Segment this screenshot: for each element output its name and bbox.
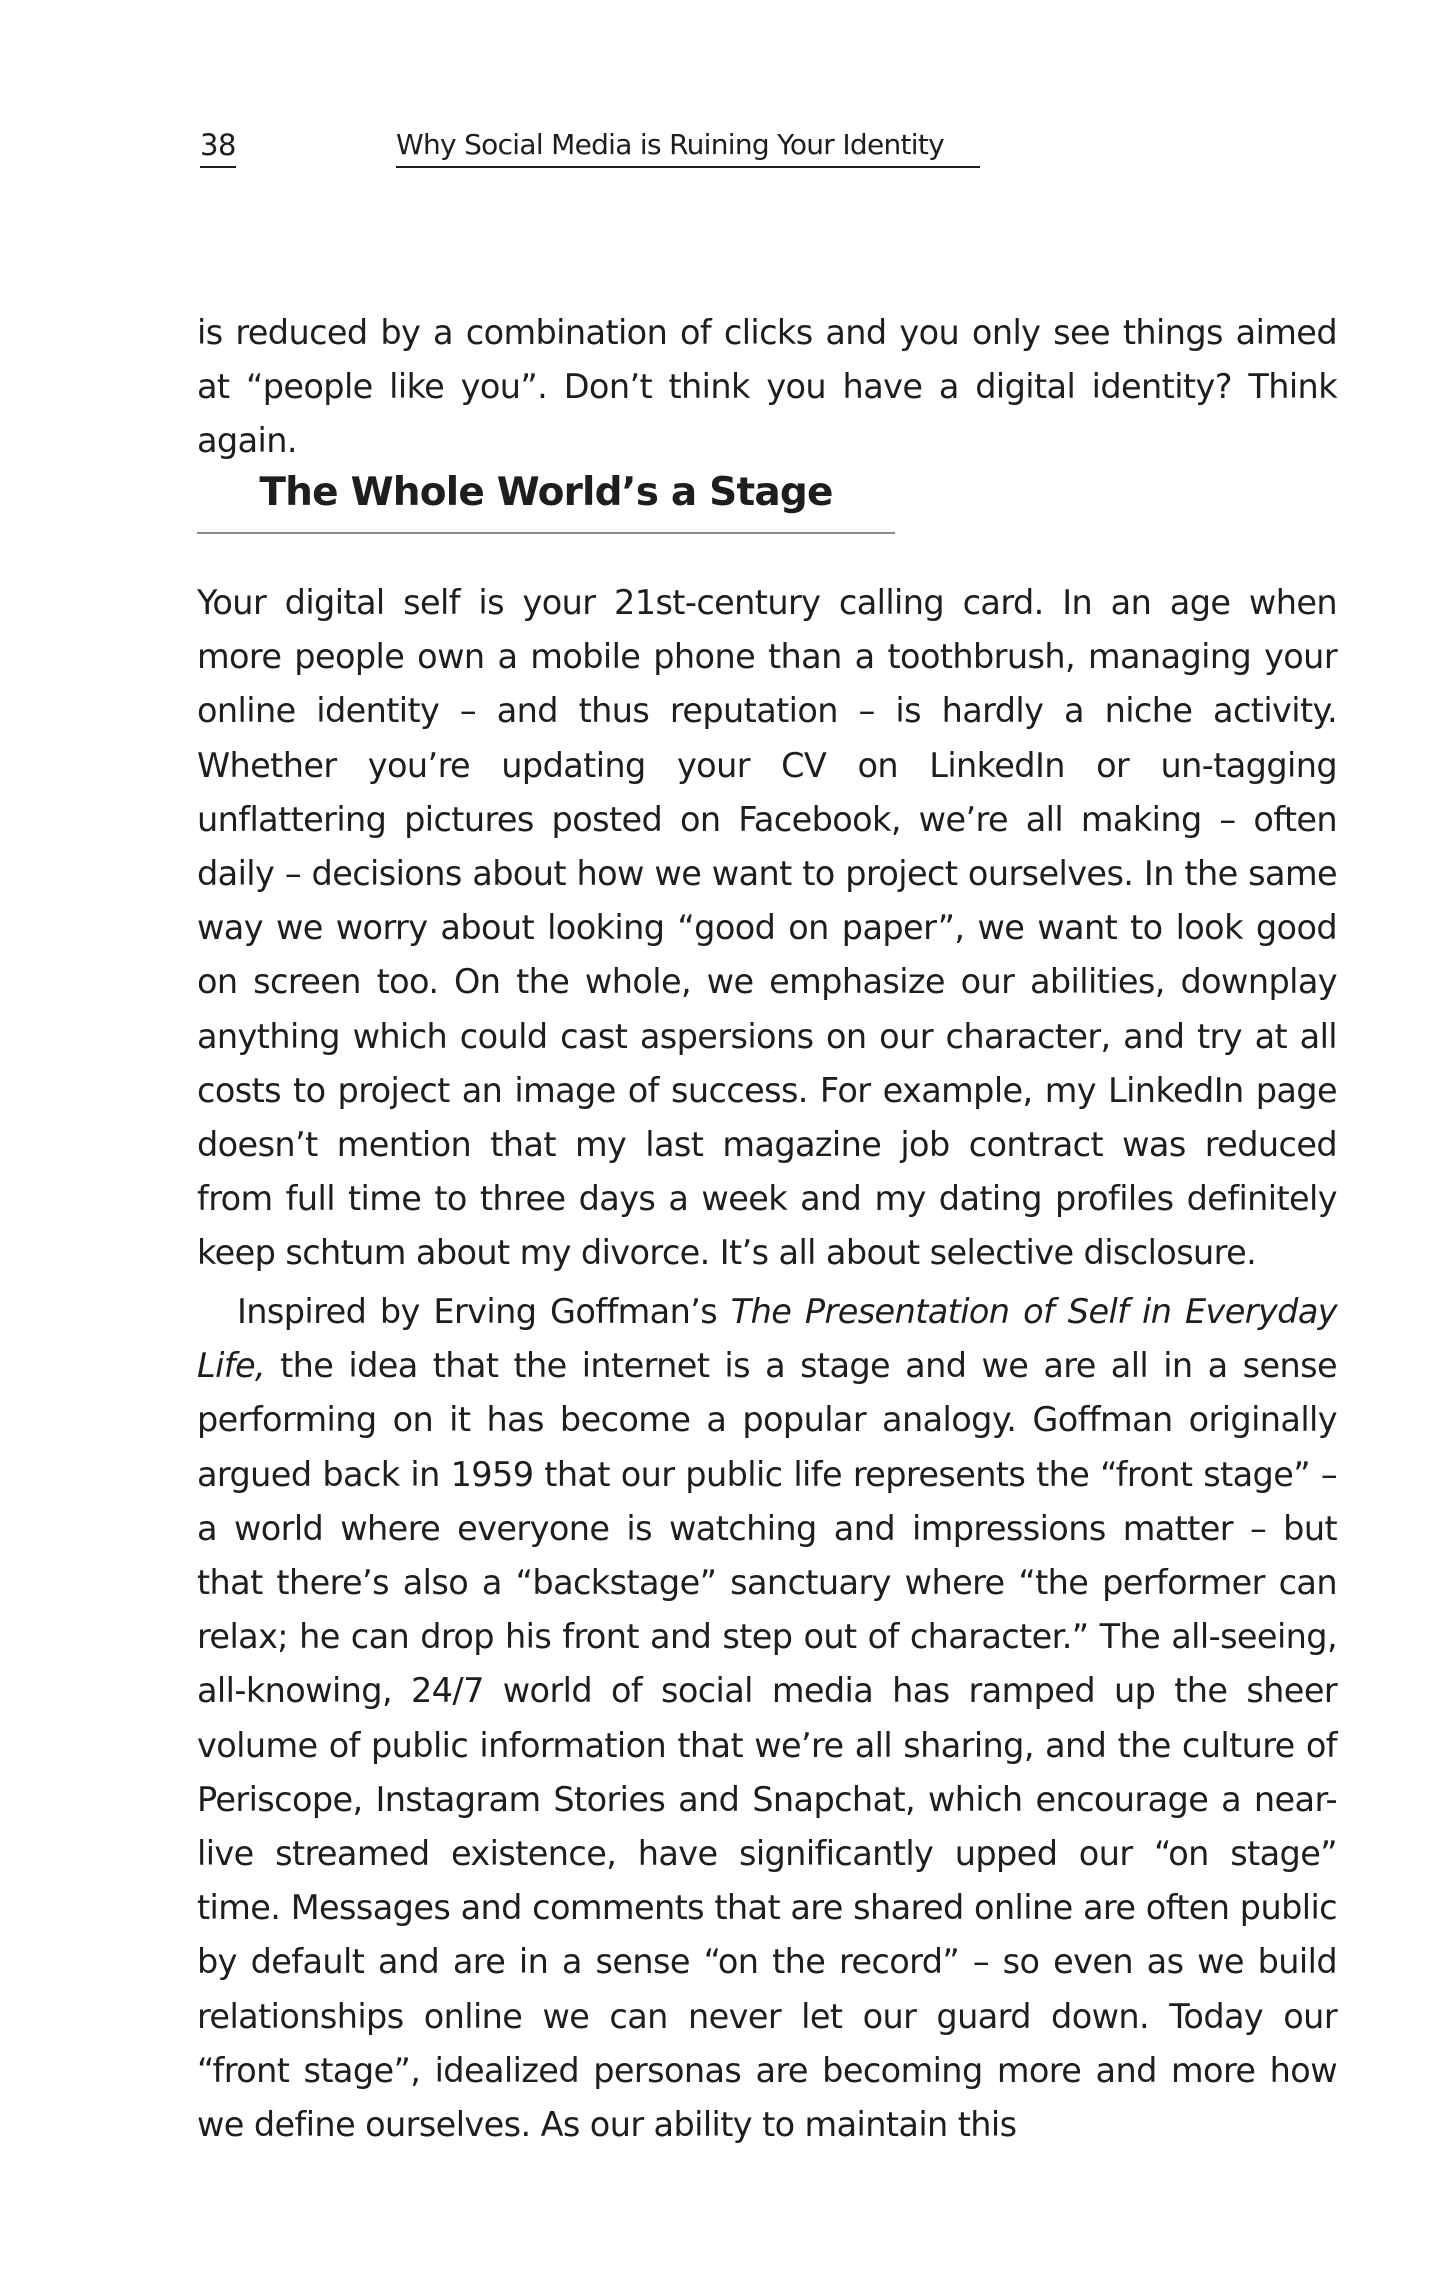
paragraph-goffman-intro: Inspired by Erving Goffman’s <box>237 1292 731 1331</box>
page-number: 38 <box>200 128 236 168</box>
paragraph-goffman-body: the idea that the internet is a stage and we are all in a sense performing on it has become a popular analogy. Goffman originally argued back in 1959 that our public life represents the “front stage” – a world where everyone is watching and impressions matter – but that there’s also a “backstage” sanctuary where “the performer can relax; he can drop his front and step out of character.” The all-seeing, all-knowing, 24/7 world of social media has ramped up the sheer volume of public information that we’re all sharing, and the culture of Periscope, Instagram Stories and Snapchat, which encourage a near-live streamed existence, have significantly upped our “on stage” time. Messages and comments that are shared online are often public by default and are in a sense “on the record” – so even as we build relationships online we can never let our guard down. Today our “front stage”, idealized personas are becoming more and more how we define ourselves. As our ability to maintain this <box>197 1346 1337 2145</box>
paragraph-digital-self: Your digital self is your 21st-century calling card. In an age when more people own a mobile phone than a toothbrush, managing your online identity – and thus reputation – is hardly a niche activity. Whether you’re updating your CV on LinkedIn or un-tagging unflattering pictures posted on Facebook, we’re all making – often daily – decisions about how we want to project ourselves. In the same way we worry about looking “good on paper”, we want to look good on screen too. On the whole, we emphasize our abilities, downplay anything which could cast aspersions on our character, and try at all costs to project an image of success. For example, my LinkedIn page doesn’t mention that my last magazine job contract was reduced from full time to three days a week and my dating profiles definitely keep schtum about my divorce. It’s all about selective disclosure. <box>197 583 1337 1273</box>
running-title: Why Social Media is Ruining Your Identity <box>396 128 980 168</box>
paragraph-goffman <box>197 1285 1337 2152</box>
paragraph-continued: is reduced by a combination of clicks and you only see things aimed at “people like you”. Don’t think you have a digital identity? Think again. <box>197 313 1337 461</box>
book-title: The Presentation of Self in Everyday Life, <box>197 1292 1337 1386</box>
section-heading: The Whole World’s a Stage <box>197 462 895 534</box>
running-head <box>200 128 980 174</box>
